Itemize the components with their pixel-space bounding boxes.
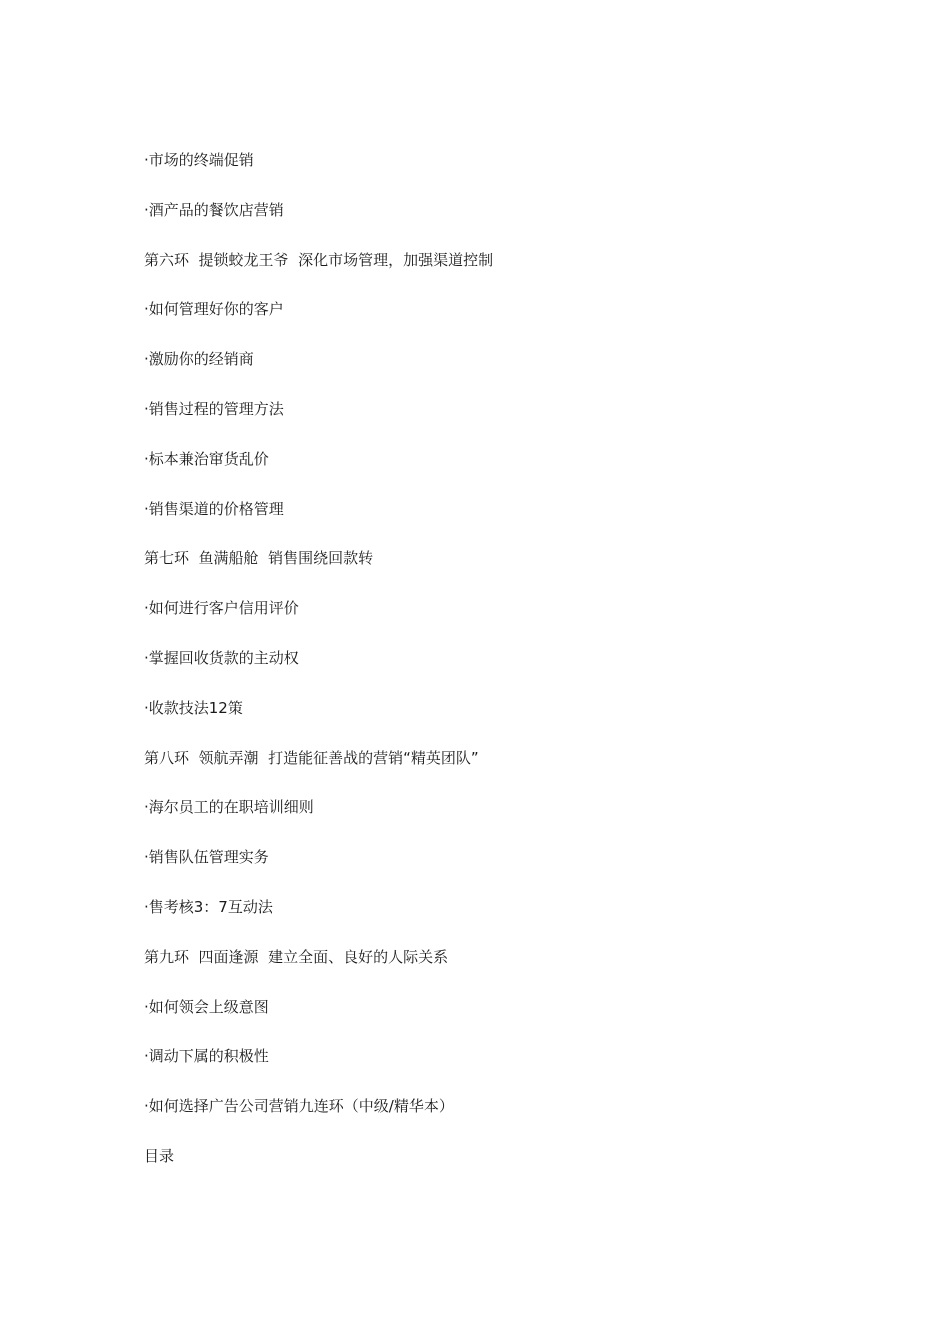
bullet-line: ·酒产品的餐饮店营销 [144,200,284,219]
section-heading: 第七环 鱼满船舱 销售围绕回款转 [144,549,374,568]
text-block [144,148,904,1194]
bullet-line: ·标本兼治窜货乱价 [144,449,269,468]
bullet-line: ·海尔员工的在职培训细则 [144,798,314,817]
bullet-line: ·收款技法12策 [144,698,243,717]
bullet-line: ·如何进行客户信用评价 [144,599,299,618]
toc-heading: 目录 [144,1146,175,1165]
section-heading: 第六环 提锁蛟龙王爷 深化市场管理，加强渠道控制 [144,250,494,269]
bullet-line: ·售考核3：7互动法 [144,897,273,916]
bullet-line: ·调动下属的积极性 [144,1047,269,1066]
bullet-line: ·如何选择广告公司营销九连环（中级/精华本） [144,1097,454,1116]
section-heading: 第八环 领航弄潮 打造能征善战的营销“精英团队” [144,748,479,767]
bullet-line: ·市场的终端促销 [144,151,254,169]
bullet-line: ·如何管理好你的客户 [144,300,284,319]
bullet-line: ·激励你的经销商 [144,350,254,369]
bullet-line: ·销售队伍管理实务 [144,848,269,867]
bullet-line: ·如何领会上级意图 [144,997,269,1016]
bullet-line: ·掌握回收货款的主动权 [144,648,299,667]
bullet-line: ·销售渠道的价格管理 [144,499,284,518]
section-heading: 第九环 四面逢源 建立全面、良好的人际关系 [144,947,449,966]
bullet-line: ·销售过程的管理方法 [144,399,284,418]
